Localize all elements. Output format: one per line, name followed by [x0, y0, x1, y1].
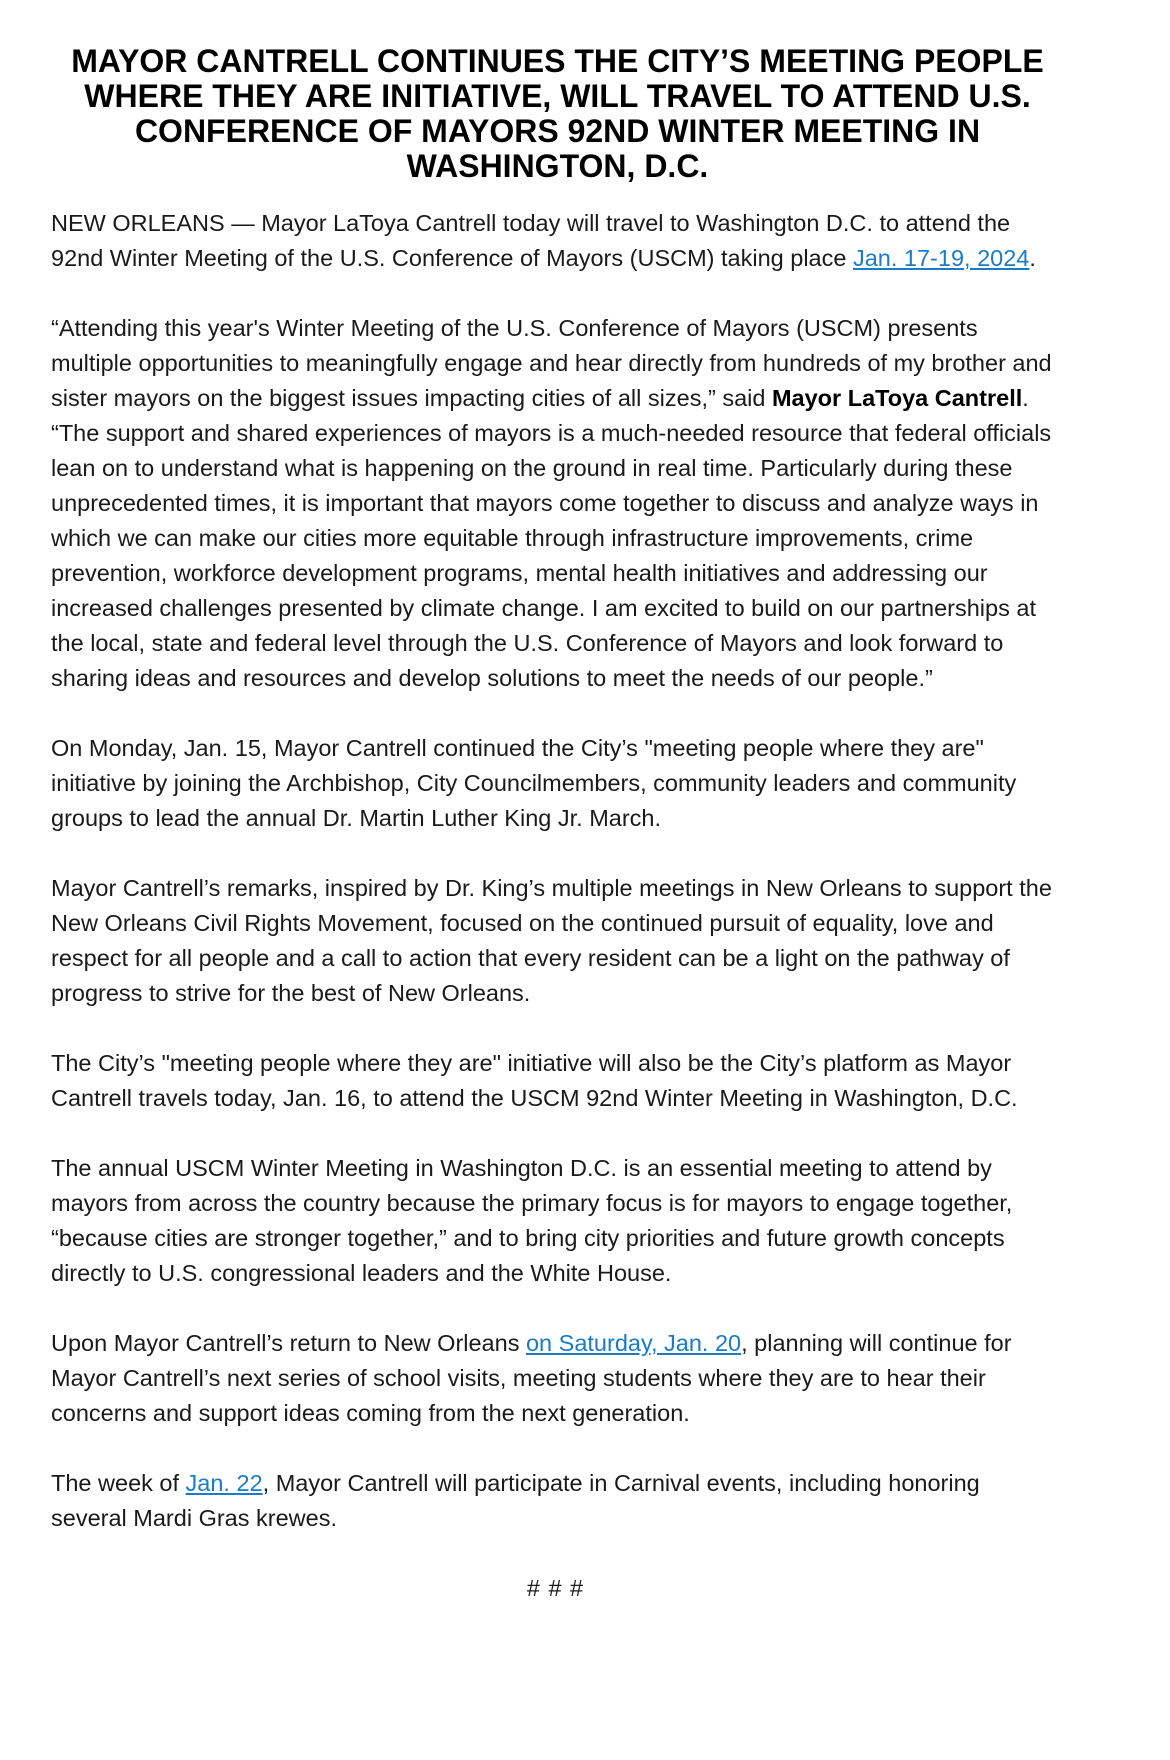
- paragraph-mlk-march: On Monday, Jan. 15, Mayor Cantrell continued the City’s "meeting people where they are" initiative by joining the Archbishop, City Councilmembers, community leaders and community groups to lead the annual Dr. Martin Luther King Jr. March.: [51, 735, 1017, 831]
- paragraph-remarks: Mayor Cantrell’s remarks, inspired by Dr. King’s multiple meetings in New Orleans to support the New Orleans Civil Rights Movement, focused on the continued pursuit of equality, love and respect for all people and a call to action that every resident can be a light on the pathway of progress to strive for the best of New Orleans.: [51, 875, 1052, 1006]
- paragraph-carnival-end: , Mayor Cantrell will participate in Carnival events, including honoring several Mardi Gras krewes.: [51, 1470, 980, 1531]
- paragraph-platform: The City’s "meeting people where they are" initiative will also be the City’s platform as Mayor Cantrell travels today, Jan. 16, to attend the USCM 92nd Winter Meeting in Washington, D.C.: [51, 1050, 1018, 1111]
- paragraph-return-end: , planning will continue for Mayor Cantrell’s next series of school visits, meeting students where they are to hear their concerns and support ideas coming from the next generation.: [51, 1330, 1012, 1426]
- paragraph-return-text: Upon Mayor Cantrell’s return to New Orleans: [51, 1330, 526, 1356]
- article-body: [51, 206, 1060, 1536]
- paragraph-uscm-meeting: The annual USCM Winter Meeting in Washington D.C. is an essential meeting to attend by mayors from across the country because the primary focus is for mayors to engage together, “because cities are stronger together,” and to bring city priorities and future growth concepts directly to U.S. congressional leaders and the White House.: [51, 1155, 1013, 1286]
- headline: MAYOR CANTRELL CONTINUES THE CITY’S MEETING PEOPLE WHERE THEY ARE INITIATIVE, WILL TRAVEL TO ATTEND U.S. CONFERENCE OF MAYORS 92ND WINTER MEETING IN WASHINGTON, D.C.: [71, 43, 1044, 184]
- paragraph-return: [51, 1326, 1060, 1431]
- paragraph-carnival: [51, 1466, 1060, 1536]
- paragraph-intro-text: NEW ORLEANS — Mayor LaToya Cantrell today will travel to Washington D.C. to attend the 92nd Winter Meeting of the U.S. Conference of Mayors (USCM) taking place: [51, 210, 1011, 271]
- date-link-jan-22[interactable]: Jan. 22: [185, 1470, 263, 1496]
- quote-text-start: “Attending this year's Winter Meeting of the U.S. Conference of Mayors (USCM) presents multiple opportunities to meaningfully engage and hear directly from hundreds of my brother and sister mayors on the biggest issues impacting cities of all sizes,” said: [51, 315, 1052, 411]
- quote-speaker: Mayor LaToya Cantrell: [771, 385, 1023, 411]
- date-link-jan-17-19[interactable]: Jan. 17-19, 2024: [852, 245, 1030, 271]
- paragraph-intro: [51, 206, 1060, 276]
- date-link-jan-20[interactable]: on Saturday, Jan. 20: [525, 1330, 742, 1356]
- quote-text-end: . “The support and shared experiences of mayors is a much-needed resource that federal officials lean on to understand what is happening on the ground in real time. Particularly during these unprecedented times, it is important that mayors come together to discuss and analyze ways in which we can make our cities more equitable through infrastructure improvements, crime prevention, workforce development programs, mental health initiatives and addressing our increased challenges presented by climate change. I am excited to build on our partnerships at the local, state and federal level through the U.S. Conference of Mayors and look forward to sharing ideas and resources and develop solutions to meet the needs of our people.”: [51, 385, 1052, 691]
- paragraph-intro-end: .: [1029, 245, 1036, 271]
- end-mark: # # #: [526, 1575, 585, 1601]
- paragraph-carnival-text: The week of: [51, 1470, 186, 1496]
- paragraph-quote: [51, 311, 1060, 696]
